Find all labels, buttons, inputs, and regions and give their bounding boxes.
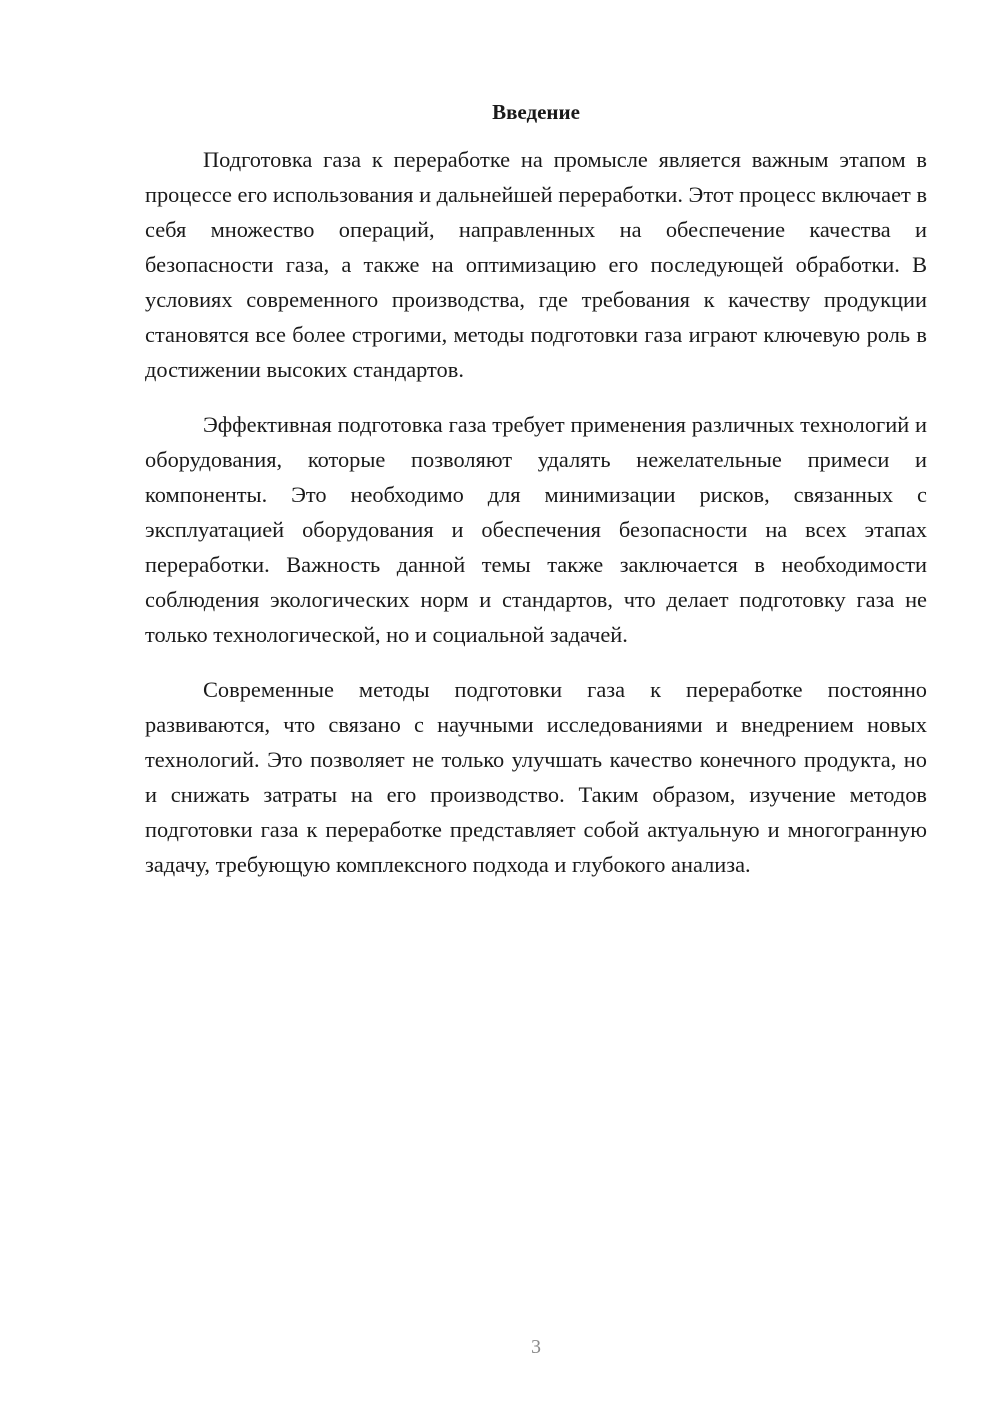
page-number: 3	[531, 1336, 541, 1358]
body-text	[145, 142, 927, 882]
paragraph-1: Подготовка газа к переработке на промысле является важным этапом в процессе его использования и дальнейшей переработки. Этот процесс включает в себя множество операций, направленных на обеспечение качества и безопасности газа, а также на оптимизацию его последующей обработки. В условиях современного производства, где требования к качеству продукции становятся все более строгими, методы подготовки газа играют ключевую роль в достижении высоких стандартов.	[145, 147, 928, 382]
paragraph-2: Эффективная подготовка газа требует применения различных технологий и оборудования, которые позволяют удалять нежелательные примеси и компоненты. Это необходимо для минимизации рисков, связанных с эксплуатацией оборудования и обеспечения безопасности на всех этапах переработки. Важность данной темы также заключается в необходимости соблюдения экологических норм и стандартов, что делает подготовку газа не только технологической, но и социальной задачей.	[145, 412, 927, 647]
page-title: Введение	[492, 100, 580, 124]
paragraph-3: Современные методы подготовки газа к переработке постоянно развиваются, что связано с научными исследованиями и внедрением новых технологий. Это позволяет не только улучшать качество конечного продукта, но и снижать затраты на его производство. Таким образом, изучение методов подготовки газа к переработке представляет собой актуальную и многогранную задачу, требующую комплексного подхода и глубокого анализа.	[145, 677, 927, 877]
